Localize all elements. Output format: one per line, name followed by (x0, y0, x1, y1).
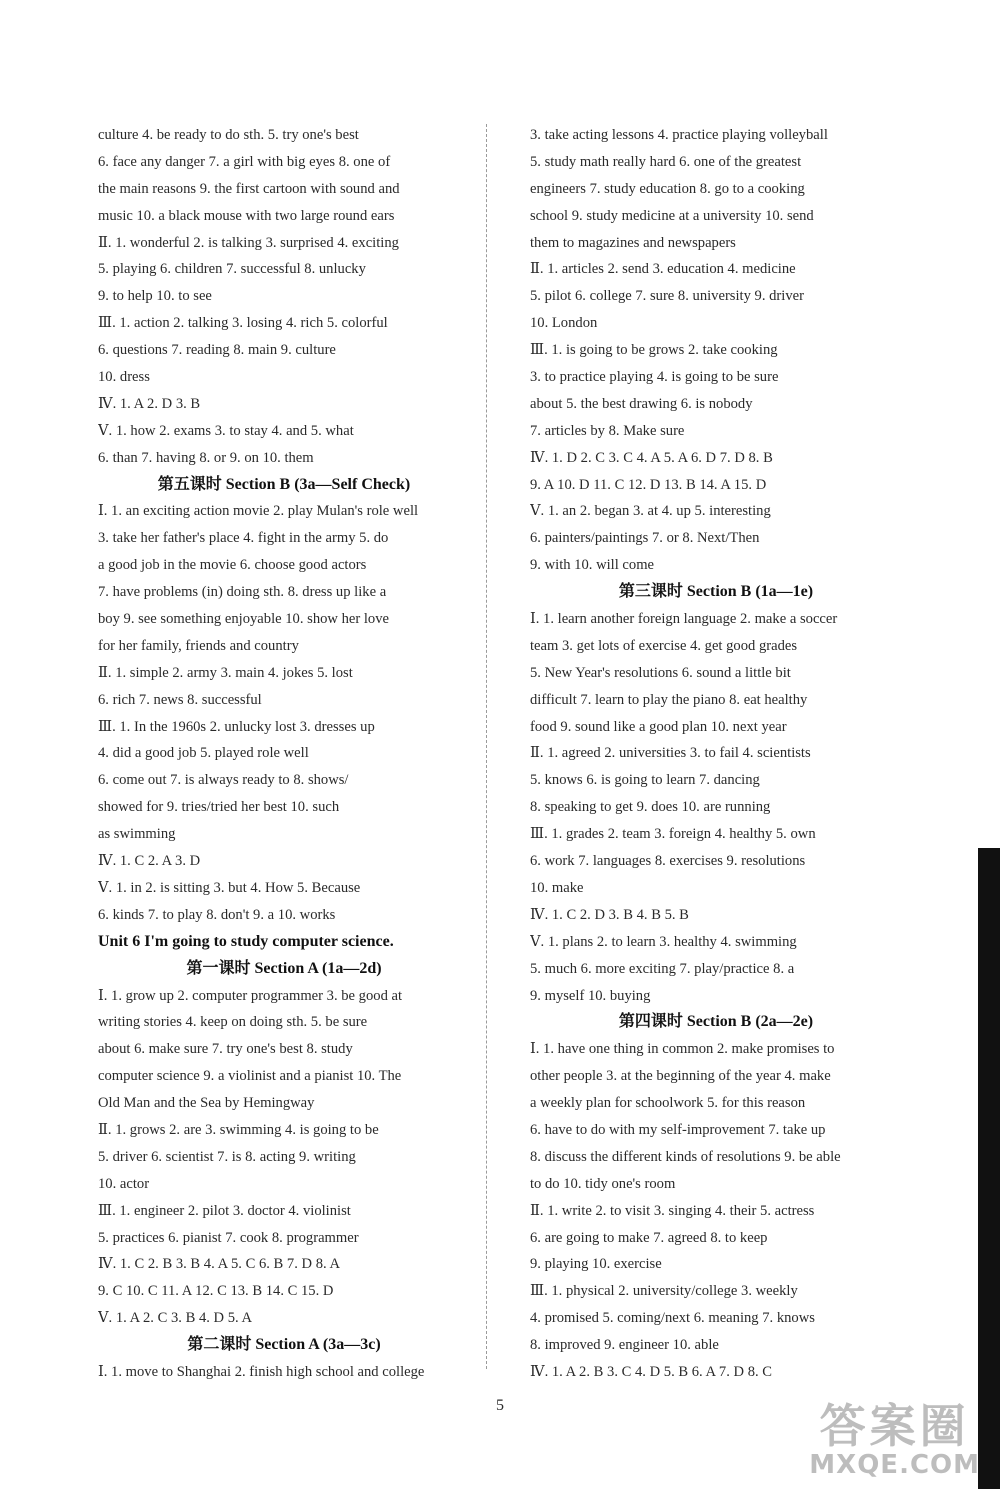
answer-line: a good job in the movie 6. choose good actors (98, 557, 367, 574)
answer-line: engineers 7. study education 8. go to a cooking (530, 180, 805, 197)
answer-line: Ⅴ. 1. plans 2. to learn 3. healthy 4. swimming (530, 933, 797, 950)
answer-line: 5. practices 6. pianist 7. cook 8. programmer (98, 1229, 359, 1246)
answer-line: 5. study math really hard 6. one of the greatest (530, 153, 802, 170)
answer-line: Ⅱ. 1. grows 2. are 3. swimming 4. is going to be (98, 1121, 379, 1138)
answer-line: 5. driver 6. scientist 7. is 8. acting 9. writing (98, 1148, 356, 1165)
answer-line: 6. face any danger 7. a girl with big eyes 8. one of (98, 153, 391, 170)
answer-line: Ⅰ. 1. grow up 2. computer programmer 3. be good at (98, 987, 403, 1004)
answer-line: to do 10. tidy one's room (530, 1175, 676, 1192)
answer-line: 6. work 7. languages 8. exercises 9. resolutions (530, 853, 806, 870)
answer-line: Ⅰ. 1. learn another foreign language 2. make a soccer (530, 611, 838, 628)
answer-line: 5. pilot 6. college 7. sure 8. university 9. driver (530, 288, 804, 305)
answer-line: Ⅴ. 1. A 2. C 3. B 4. D 5. A (98, 1310, 253, 1327)
answer-line: Ⅰ. 1. move to Shanghai 2. finish high school and college (98, 1363, 425, 1380)
answer-line: Ⅲ. 1. physical 2. university/college 3. weekly (530, 1283, 798, 1300)
answer-line: Ⅲ. 1. grades 2. team 3. foreign 4. healthy 5. own (530, 826, 816, 843)
answer-line: Ⅰ. 1. have one thing in common 2. make promises to (530, 1041, 835, 1058)
answer-line: Ⅱ. 1. articles 2. send 3. education 4. medicine (530, 261, 796, 278)
section-heading: 第三课时 Section B (1a—1e) (618, 583, 814, 601)
answer-line: 5. knows 6. is going to learn 7. dancing (530, 772, 760, 789)
answer-line: 9. playing 10. exercise (530, 1256, 662, 1273)
answer-line: 10. London (530, 315, 598, 332)
answer-line: Ⅳ. 1. C 2. B 3. B 4. A 5. C 6. B 7. D 8. A (98, 1256, 341, 1273)
answer-line: 9. C 10. C 11. A 12. C 13. B 14. C 15. D (98, 1283, 334, 1300)
answer-line: 6. questions 7. reading 8. main 9. culture (98, 342, 336, 359)
answer-line: Ⅳ. 1. D 2. C 3. C 4. A 5. A 6. D 7. D 8. B (530, 449, 773, 466)
section-heading: 第四课时 Section B (2a—2e) (618, 1013, 814, 1031)
answer-line: 4. did a good job 5. played role well (98, 745, 309, 762)
answer-line: 6. come out 7. is always ready to 8. shows/ (98, 772, 349, 789)
answer-line: Ⅳ. 1. A 2. B 3. C 4. D 5. B 6. A 7. D 8. C (530, 1363, 773, 1380)
answer-line: computer science 9. a violinist and a pianist 10. The (98, 1068, 402, 1085)
answer-line: 9. with 10. will come (530, 557, 655, 574)
answer-line: Ⅱ. 1. wonderful 2. is talking 3. surprised 4. exciting (98, 234, 399, 251)
answer-column-right (530, 122, 902, 1386)
answer-line: Ⅴ. 1. in 2. is sitting 3. but 4. How 5. Because (98, 879, 361, 896)
answer-line: 5. much 6. more exciting 7. play/practice 8. a (530, 960, 795, 977)
answer-line: a weekly plan for schoolwork 5. for this reason (530, 1095, 806, 1112)
answer-line: 10. dress (98, 369, 150, 386)
section-heading: Unit 6 I'm going to study computer science. (98, 932, 394, 950)
answer-line: 5. playing 6. children 7. successful 8. unlucky (98, 261, 366, 278)
answer-line: 8. speaking to get 9. does 10. are running (530, 799, 771, 816)
answer-line: 3. take her father's place 4. fight in the army 5. do (98, 530, 389, 547)
answer-line: 6. rich 7. news 8. successful (98, 691, 262, 708)
answer-line: about 5. the best drawing 6. is nobody (530, 395, 753, 412)
answer-line: 6. kinds 7. to play 8. don't 9. a 10. works (98, 906, 336, 923)
section-heading: 第二课时 Section A (3a—3c) (187, 1336, 381, 1354)
answer-line: as swimming (98, 826, 176, 843)
answer-line: Ⅴ. 1. an 2. began 3. at 4. up 5. interesting (530, 503, 771, 520)
answer-line: for her family, friends and country (98, 637, 299, 654)
answer-line: them to magazines and newspapers (530, 234, 736, 251)
answer-line: 3. to practice playing 4. is going to be sure (530, 369, 779, 386)
answer-line: school 9. study medicine at a university 10. send (530, 207, 814, 224)
answer-line: Ⅱ. 1. agreed 2. universities 3. to fail 4. scientists (530, 745, 811, 762)
answer-line: 8. discuss the different kinds of resolutions 9. be able (530, 1148, 841, 1165)
answer-line: Ⅱ. 1. write 2. to visit 3. singing 4. their 5. actress (530, 1202, 815, 1219)
answer-line: 6. painters/paintings 7. or 8. Next/Then (530, 530, 760, 547)
answer-line: music 10. a black mouse with two large round ears (98, 207, 395, 224)
answer-line: 7. articles by 8. Make sure (530, 422, 685, 439)
column-divider (486, 124, 487, 1369)
answer-line: difficult 7. learn to play the piano 8. eat healthy (530, 691, 808, 708)
page-number: 5 (496, 1397, 504, 1414)
answer-line: Ⅳ. 1. C 2. A 3. D (98, 853, 201, 870)
answer-line: 7. have problems (in) doing sth. 8. dress up like a (98, 584, 387, 601)
answer-line: Ⅰ. 1. an exciting action movie 2. play Mulan's role well (98, 503, 419, 520)
answer-line: 3. take acting lessons 4. practice playing volleyball (530, 127, 828, 143)
section-heading: 第五课时 Section B (3a—Self Check) (157, 475, 411, 493)
answer-line: 9. to help 10. to see (98, 288, 212, 305)
answer-column-left (98, 122, 470, 1386)
answer-line: Ⅲ. 1. engineer 2. pilot 3. doctor 4. violinist (98, 1202, 351, 1219)
answer-line: 4. promised 5. coming/next 6. meaning 7. knows (530, 1310, 815, 1327)
answer-line: 6. than 7. having 8. or 9. on 10. them (98, 449, 314, 466)
answer-line: food 9. sound like a good plan 10. next year (530, 718, 787, 735)
answer-line: Ⅲ. 1. action 2. talking 3. losing 4. rich 5. colorful (98, 315, 388, 332)
answer-line: Ⅱ. 1. simple 2. army 3. main 4. jokes 5. lost (98, 664, 353, 681)
answer-line: 6. have to do with my self-improvement 7. take up (530, 1121, 826, 1138)
watermark-url: MXQE.COM (809, 1450, 980, 1480)
answer-line: Ⅲ. 1. In the 1960s 2. unlucky lost 3. dresses up (98, 718, 375, 735)
section-heading: 第一课时 Section A (1a—2d) (186, 959, 382, 977)
answer-line: 10. make (530, 879, 584, 896)
answer-line: Ⅳ. 1. A 2. D 3. B (98, 395, 201, 412)
answer-line: 10. actor (98, 1175, 150, 1192)
answer-line: other people 3. at the beginning of the year 4. make (530, 1068, 831, 1085)
answer-line: culture 4. be ready to do sth. 5. try one's best (98, 127, 359, 143)
answer-line: 8. improved 9. engineer 10. able (530, 1337, 719, 1354)
answer-line: Ⅳ. 1. C 2. D 3. B 4. B 5. B (530, 906, 689, 923)
answer-line: Ⅲ. 1. is going to be grows 2. take cooking (530, 342, 778, 359)
watermark-text: 答案圈 (819, 1399, 970, 1453)
answer-line: writing stories 4. keep on doing sth. 5. be sure (98, 1014, 368, 1031)
answer-line: the main reasons 9. the first cartoon with sound and (98, 180, 400, 197)
answer-line: about 6. make sure 7. try one's best 8. study (98, 1041, 353, 1058)
answer-line: Ⅴ. 1. how 2. exams 3. to stay 4. and 5. what (98, 422, 354, 439)
answer-line: 9. myself 10. buying (530, 987, 651, 1004)
page-edge-tab (978, 848, 1000, 1489)
answer-line: 5. New Year's resolutions 6. sound a little bit (530, 664, 791, 681)
answer-line: team 3. get lots of exercise 4. get good grades (530, 637, 798, 654)
answer-line: 9. A 10. D 11. C 12. D 13. B 14. A 15. D (530, 476, 767, 493)
answer-line: Old Man and the Sea by Hemingway (98, 1095, 315, 1112)
answer-line: boy 9. see something enjoyable 10. show her love (98, 611, 390, 628)
watermark-logo (809, 1401, 980, 1479)
answer-line: showed for 9. tries/tried her best 10. such (98, 799, 340, 816)
answer-line: 6. are going to make 7. agreed 8. to keep (530, 1229, 768, 1246)
